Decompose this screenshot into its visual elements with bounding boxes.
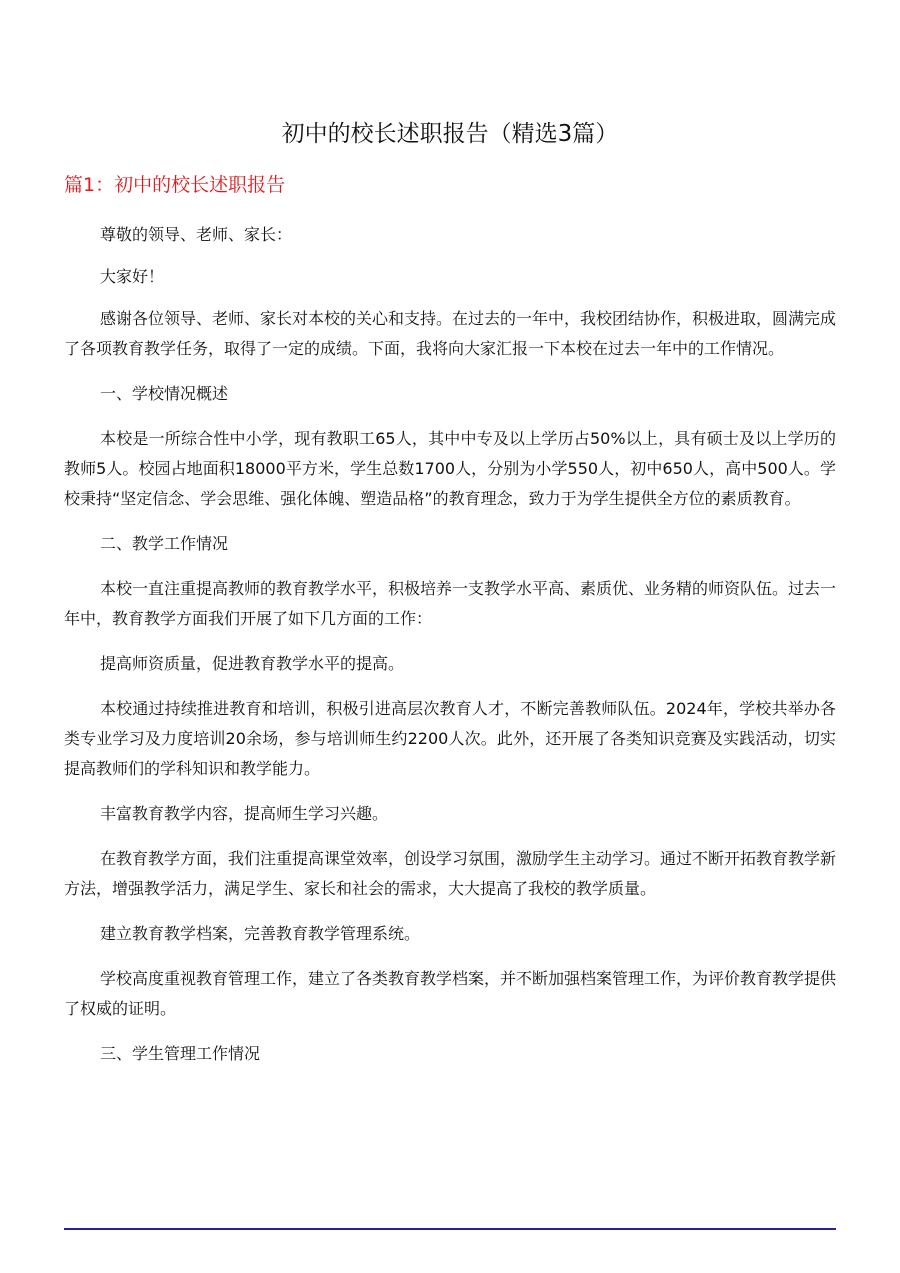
- subpoint-archives: 建立教育教学档案，完善教育教学管理系统。: [100, 924, 421, 943]
- teacher-training-paragraph: 本校通过持续推进教育和培训，积极引进高层次教育人才，不断完善教师队伍。2024年，学校共举办各类专业学习及力度培训20余场，参与培训师生约2200人次。此外，还开展了各类知识竞赛及实践活动，切实提高教师们的学科知识和教学能力。: [64, 699, 836, 778]
- section-3-heading: 三、学生管理工作情况: [100, 1044, 261, 1063]
- school-overview-paragraph: 本校是一所综合性中小学，现有教职工65人，其中中专及以上学历占50%以上，具有硕士及以上学历的教师5人。校园占地面积18000平方米，学生总数1700人，分别为小学550人，初中650人，高中500人。学校秉持“坚定信念、学会思维、强化体魄、塑造品格”的教育理念，致力于为学生提供全方位的素质教育。: [64, 429, 836, 508]
- archives-paragraph: 学校高度重视教育管理工作，建立了各类教育教学档案，并不断加强档案管理工作，为评价教育教学提供了权威的证明。: [64, 969, 837, 1018]
- document-title: 初中的校长述职报告（精选3篇）: [281, 121, 619, 147]
- subpoint-teaching-content: 丰富教育教学内容，提高师生学习兴趣。: [100, 804, 389, 823]
- subpoint-teacher-quality: 提高师资质量，促进教育教学水平的提高。: [100, 654, 405, 673]
- teaching-content-paragraph: 在教育教学方面，我们注重提高课堂效率，创设学习氛围，激励学生主动学习。通过不断开拓教育教学新方法，增强教学活力，满足学生、家长和社会的需求，大大提高了我校的教学质量。: [64, 849, 837, 898]
- salutation: 尊敬的领导、老师、家长：: [100, 225, 293, 244]
- section-1-heading: 一、学校情况概述: [100, 384, 229, 403]
- teaching-work-paragraph: 本校一直注重提高教师的教育教学水平，积极培养一支教学水平高、素质优、业务精的师资队伍。过去一年中，教育教学方面我们开展了如下几方面的工作：: [64, 579, 837, 628]
- footer-divider: [64, 1228, 836, 1230]
- document-body: [64, 220, 836, 1084]
- intro-paragraph: 感谢各位领导、老师、家长对本校的关心和支持。在过去的一年中，我校团结协作，积极进取，圆满完成了各项教育教学任务，取得了一定的成绩。下面，我将向大家汇报一下本校在过去一年中的工作情况。: [64, 309, 837, 358]
- greeting: 大家好！: [100, 267, 165, 286]
- section-heading: 篇1：初中的校长述职报告: [64, 174, 286, 196]
- section-2-heading: 二、教学工作情况: [100, 534, 229, 553]
